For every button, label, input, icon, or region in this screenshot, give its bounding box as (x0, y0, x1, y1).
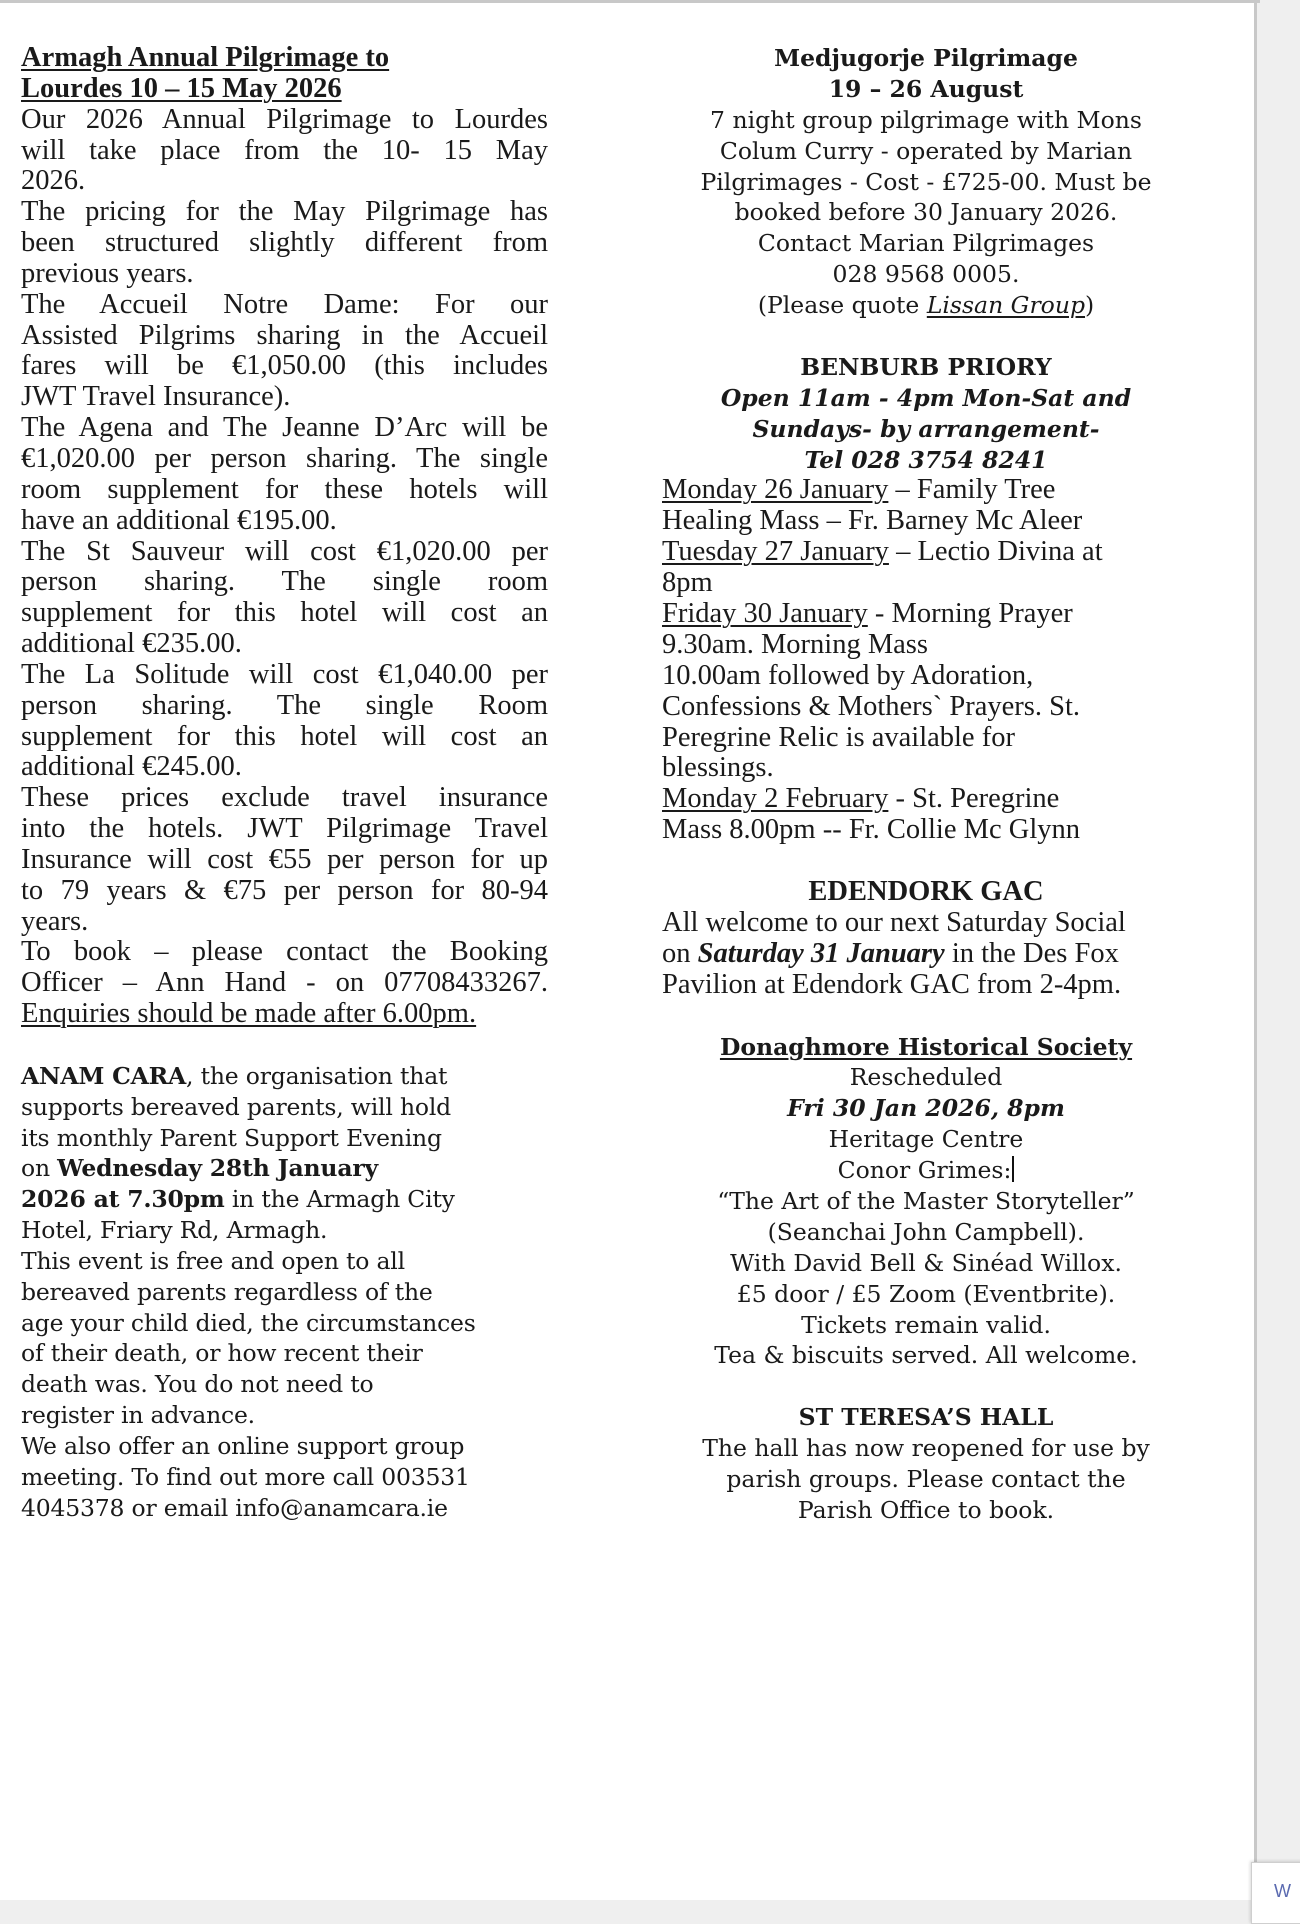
lourdes-text-line: The St Sauveur will cost €1,020.00 per (21, 535, 548, 567)
spacer (662, 321, 1190, 352)
medjugorje-text-line: Colum Curry - operated by Marian (719, 136, 1133, 165)
quote-group-name: Lissan Group (926, 291, 1086, 320)
benburb-hours-line1: Open 11am - 4pm Mon-Sat and (720, 383, 1132, 412)
benburb-event-date: Tuesday 27 January (662, 536, 889, 568)
lourdes-section (21, 43, 548, 1030)
lourdes-text-line: person sharing. The single room (21, 566, 548, 598)
anam-cara-text-line: of their death, or how recent their (21, 1339, 423, 1368)
left-column (21, 43, 548, 1524)
st-teresas-text-line: parish groups. Please contact the (726, 1464, 1126, 1493)
edendork-line2-post: in the Des Fox (944, 937, 1119, 969)
donaghmore-section (662, 1032, 1190, 1372)
st-teresas-text-line: Parish Office to book. (797, 1495, 1055, 1524)
medjugorje-section (662, 43, 1190, 321)
medjugorje-dates: 19 – 26 August (828, 74, 1024, 103)
anam-cara-time: 2026 at 7.30pm (21, 1185, 225, 1214)
donaghmore-text-line: (Seanchai John Campbell). (767, 1217, 1085, 1246)
lourdes-text-line: Officer – Ann Hand - on 07708433267. (21, 967, 548, 999)
lourdes-text-line: The Accueil Notre Dame: For our (21, 288, 548, 320)
lourdes-title-line1: Armagh Annual Pilgrimage to (21, 42, 390, 73)
benburb-event-line (662, 784, 1190, 815)
anam-cara-line1-rest: , the organisation that (186, 1061, 448, 1090)
corner-popup[interactable] (1251, 1862, 1300, 1924)
anam-cara-name: ANAM CARA (21, 1061, 187, 1090)
lourdes-text-line: supplement for this hotel will cost an (21, 720, 548, 752)
right-column (662, 43, 1190, 1526)
spacer (662, 846, 1190, 877)
donaghmore-text-line: “The Art of the Master Storyteller” (717, 1186, 1135, 1215)
donaghmore-text-line: Tickets remain valid. (801, 1310, 1051, 1339)
lourdes-text-line: will take place from the 10- 15 May (21, 134, 548, 166)
lourdes-text-line: fares will be €1,050.00 (this includes (21, 350, 548, 382)
lourdes-text-line: additional €245.00. (21, 751, 242, 783)
medjugorje-text-line: 028 9568 0005. (832, 260, 1020, 289)
benburb-event-line (662, 475, 1190, 506)
donaghmore-title: Donaghmore Historical Society (719, 1032, 1133, 1061)
lourdes-text-line: JWT Travel Insurance). (21, 381, 291, 413)
benburb-event-desc: - Morning Prayer (867, 598, 1073, 630)
lourdes-text-line: additional €235.00. (21, 628, 242, 660)
benburb-hours-line2: Sundays- by arrangement- (752, 414, 1100, 443)
donaghmore-text-line: Tea & biscuits served. All welcome. (714, 1341, 1138, 1370)
anam-cara-line5-rest: in the Armagh City (224, 1185, 455, 1214)
lourdes-text-line: 2026. (21, 165, 86, 197)
benburb-event-line (662, 537, 1190, 568)
medjugorje-text-line: Pilgrimages - Cost - £725-00. Must be (700, 167, 1152, 196)
anam-cara-text-line: age your child died, the circumstances (21, 1308, 476, 1337)
benburb-event-desc: – Family Tree (888, 474, 1056, 506)
donaghmore-text-line: With David Bell & Sinéad Willox. (730, 1248, 1122, 1277)
anam-cara-text-line: We also offer an online support group (21, 1431, 465, 1460)
donaghmore-status: Rescheduled (849, 1063, 1003, 1092)
lourdes-text-line: room supplement for these hotels will (21, 473, 548, 505)
anam-cara-text-line: register in advance. (21, 1401, 255, 1430)
anam-cara-section (21, 1061, 548, 1524)
lourdes-text-line: Assisted Pilgrims sharing in the Accueil (21, 319, 548, 351)
anam-cara-line3: its monthly Parent Support Evening (21, 1123, 442, 1152)
benburb-event-line: 10.00am followed by Adoration, (662, 659, 1034, 691)
donaghmore-datetime: Fri 30 Jan 2026, 8pm (787, 1094, 1065, 1123)
lourdes-text-line: €1,020.00 per person sharing. The single (21, 442, 548, 474)
benburb-event-line: Peregrine Relic is available for (662, 721, 1015, 753)
anam-cara-line4 (21, 1153, 548, 1184)
medjugorje-title: Medjugorje Pilgrimage (774, 44, 1078, 72)
lourdes-text-line: into the hotels. JWT Pilgrimage Travel (21, 813, 548, 845)
quote-pre: (Please quote (757, 291, 927, 320)
lourdes-text-line: supplement for this hotel will cost an (21, 597, 548, 629)
st-teresas-section (662, 1402, 1190, 1526)
medjugorje-text-line: Contact Marian Pilgrimages (757, 229, 1095, 258)
benburb-event-line: Healing Mass – Fr. Barney Mc Aleer (662, 505, 1083, 537)
benburb-event-line (662, 599, 1190, 630)
anam-cara-text-line: Hotel, Friary Rd, Armagh. (21, 1216, 328, 1245)
benburb-event-line: Confessions & Mothers` Prayers. St. (662, 690, 1080, 722)
lourdes-text-line: to 79 years & €75 per person for 80-94 (21, 874, 548, 906)
anam-cara-line1 (21, 1061, 548, 1092)
spacer (21, 1030, 548, 1061)
corner-popup-text: W (1274, 1881, 1291, 1901)
medjugorje-text-line: 7 night group pilgrimage with Mons (710, 105, 1142, 134)
benburb-event-date: Monday 2 February (662, 783, 889, 815)
anam-cara-text-line: meeting. To find out more call 003531 (21, 1462, 470, 1491)
benburb-event-date: Friday 30 January (662, 598, 868, 630)
lourdes-text-line: have an additional €195.00. (21, 504, 337, 536)
benburb-event-desc: – Lectio Divina at (888, 536, 1103, 568)
edendork-date: Saturday 31 January (697, 937, 945, 969)
edendork-line3: Pavilion at Edendork GAC from 2-4pm. (662, 968, 1122, 1000)
edendork-section (662, 877, 1190, 1001)
benburb-event-line: blessings. (662, 752, 774, 784)
benburb-section (662, 352, 1190, 846)
anam-cara-date: Wednesday 28th January (57, 1154, 378, 1183)
lourdes-text-line: The pricing for the May Pilgrimage has (21, 196, 548, 228)
benburb-event-line: 8pm (662, 567, 713, 599)
lourdes-text-line: been structured slightly different from (21, 227, 548, 259)
benburb-tel: Tel 028 3754 8241 (804, 445, 1048, 474)
benburb-event-desc: - St. Peregrine (888, 783, 1060, 815)
spacer (662, 1001, 1190, 1032)
quote-post: ) (1085, 291, 1095, 320)
lourdes-text-line: The Agena and The Jeanne D’Arc will be (21, 412, 548, 444)
anam-cara-line4-pre: on (21, 1154, 58, 1183)
edendork-line1: All welcome to our next Saturday Social (662, 906, 1126, 938)
medjugorje-text-line: booked before 30 January 2026. (734, 198, 1118, 227)
donaghmore-text-line: £5 door / £5 Zoom (Eventbrite). (736, 1279, 1116, 1308)
anam-cara-text-line: bereaved parents regardless of the (21, 1277, 433, 1306)
donaghmore-speaker-line (662, 1155, 1190, 1186)
edendork-line2-pre: on (662, 937, 698, 969)
edendork-title: EDENDORK GAC (808, 876, 1044, 908)
lourdes-text-line: Insurance will cost €55 per person for up (21, 843, 548, 875)
lourdes-enquiries: Enquiries should be made after 6.00pm. (21, 998, 477, 1030)
benburb-event-date: Monday 26 January (662, 474, 889, 506)
anam-cara-text-line: death was. You do not need to (21, 1370, 374, 1399)
lourdes-text-line: previous years. (21, 257, 194, 289)
benburb-event-line: 9.30am. Morning Mass (662, 628, 928, 660)
lourdes-text-line: These prices exclude travel insurance (21, 782, 548, 814)
lourdes-text-line: To book – please contact the Booking (21, 936, 548, 968)
lourdes-text-line: person sharing. The single Room (21, 689, 548, 721)
st-teresas-title: ST TERESA’S HALL (798, 1403, 1054, 1432)
lourdes-text-line: years. (21, 905, 89, 937)
medjugorje-quote (662, 290, 1190, 321)
anam-cara-text-line: This event is free and open to all (21, 1246, 405, 1275)
anam-cara-line5 (21, 1184, 548, 1215)
st-teresas-text-line: The hall has now reopened for use by (702, 1434, 1150, 1463)
edendork-line2 (662, 939, 1190, 970)
lourdes-text-line: The La Solitude will cost €1,040.00 per (21, 658, 548, 690)
benburb-title: BENBURB PRIORY (800, 352, 1052, 381)
spacer (662, 1371, 1190, 1402)
text-cursor (1012, 1156, 1014, 1182)
lourdes-text-line: Our 2026 Annual Pilgrimage to Lourdes (21, 103, 548, 135)
page-top-border (0, 0, 1260, 3)
anam-cara-line2: supports bereaved parents, will hold (21, 1092, 451, 1121)
donaghmore-speaker: Conor Grimes: (837, 1156, 1012, 1185)
benburb-event-line: Mass 8.00pm -- Fr. Collie Mc Glynn (662, 814, 1080, 846)
anam-cara-text-line: 4045378 or email info@anamcara.ie (21, 1493, 448, 1522)
lourdes-title-line2: Lourdes 10 – 15 May 2026 (21, 72, 342, 104)
donaghmore-venue: Heritage Centre (828, 1125, 1024, 1154)
